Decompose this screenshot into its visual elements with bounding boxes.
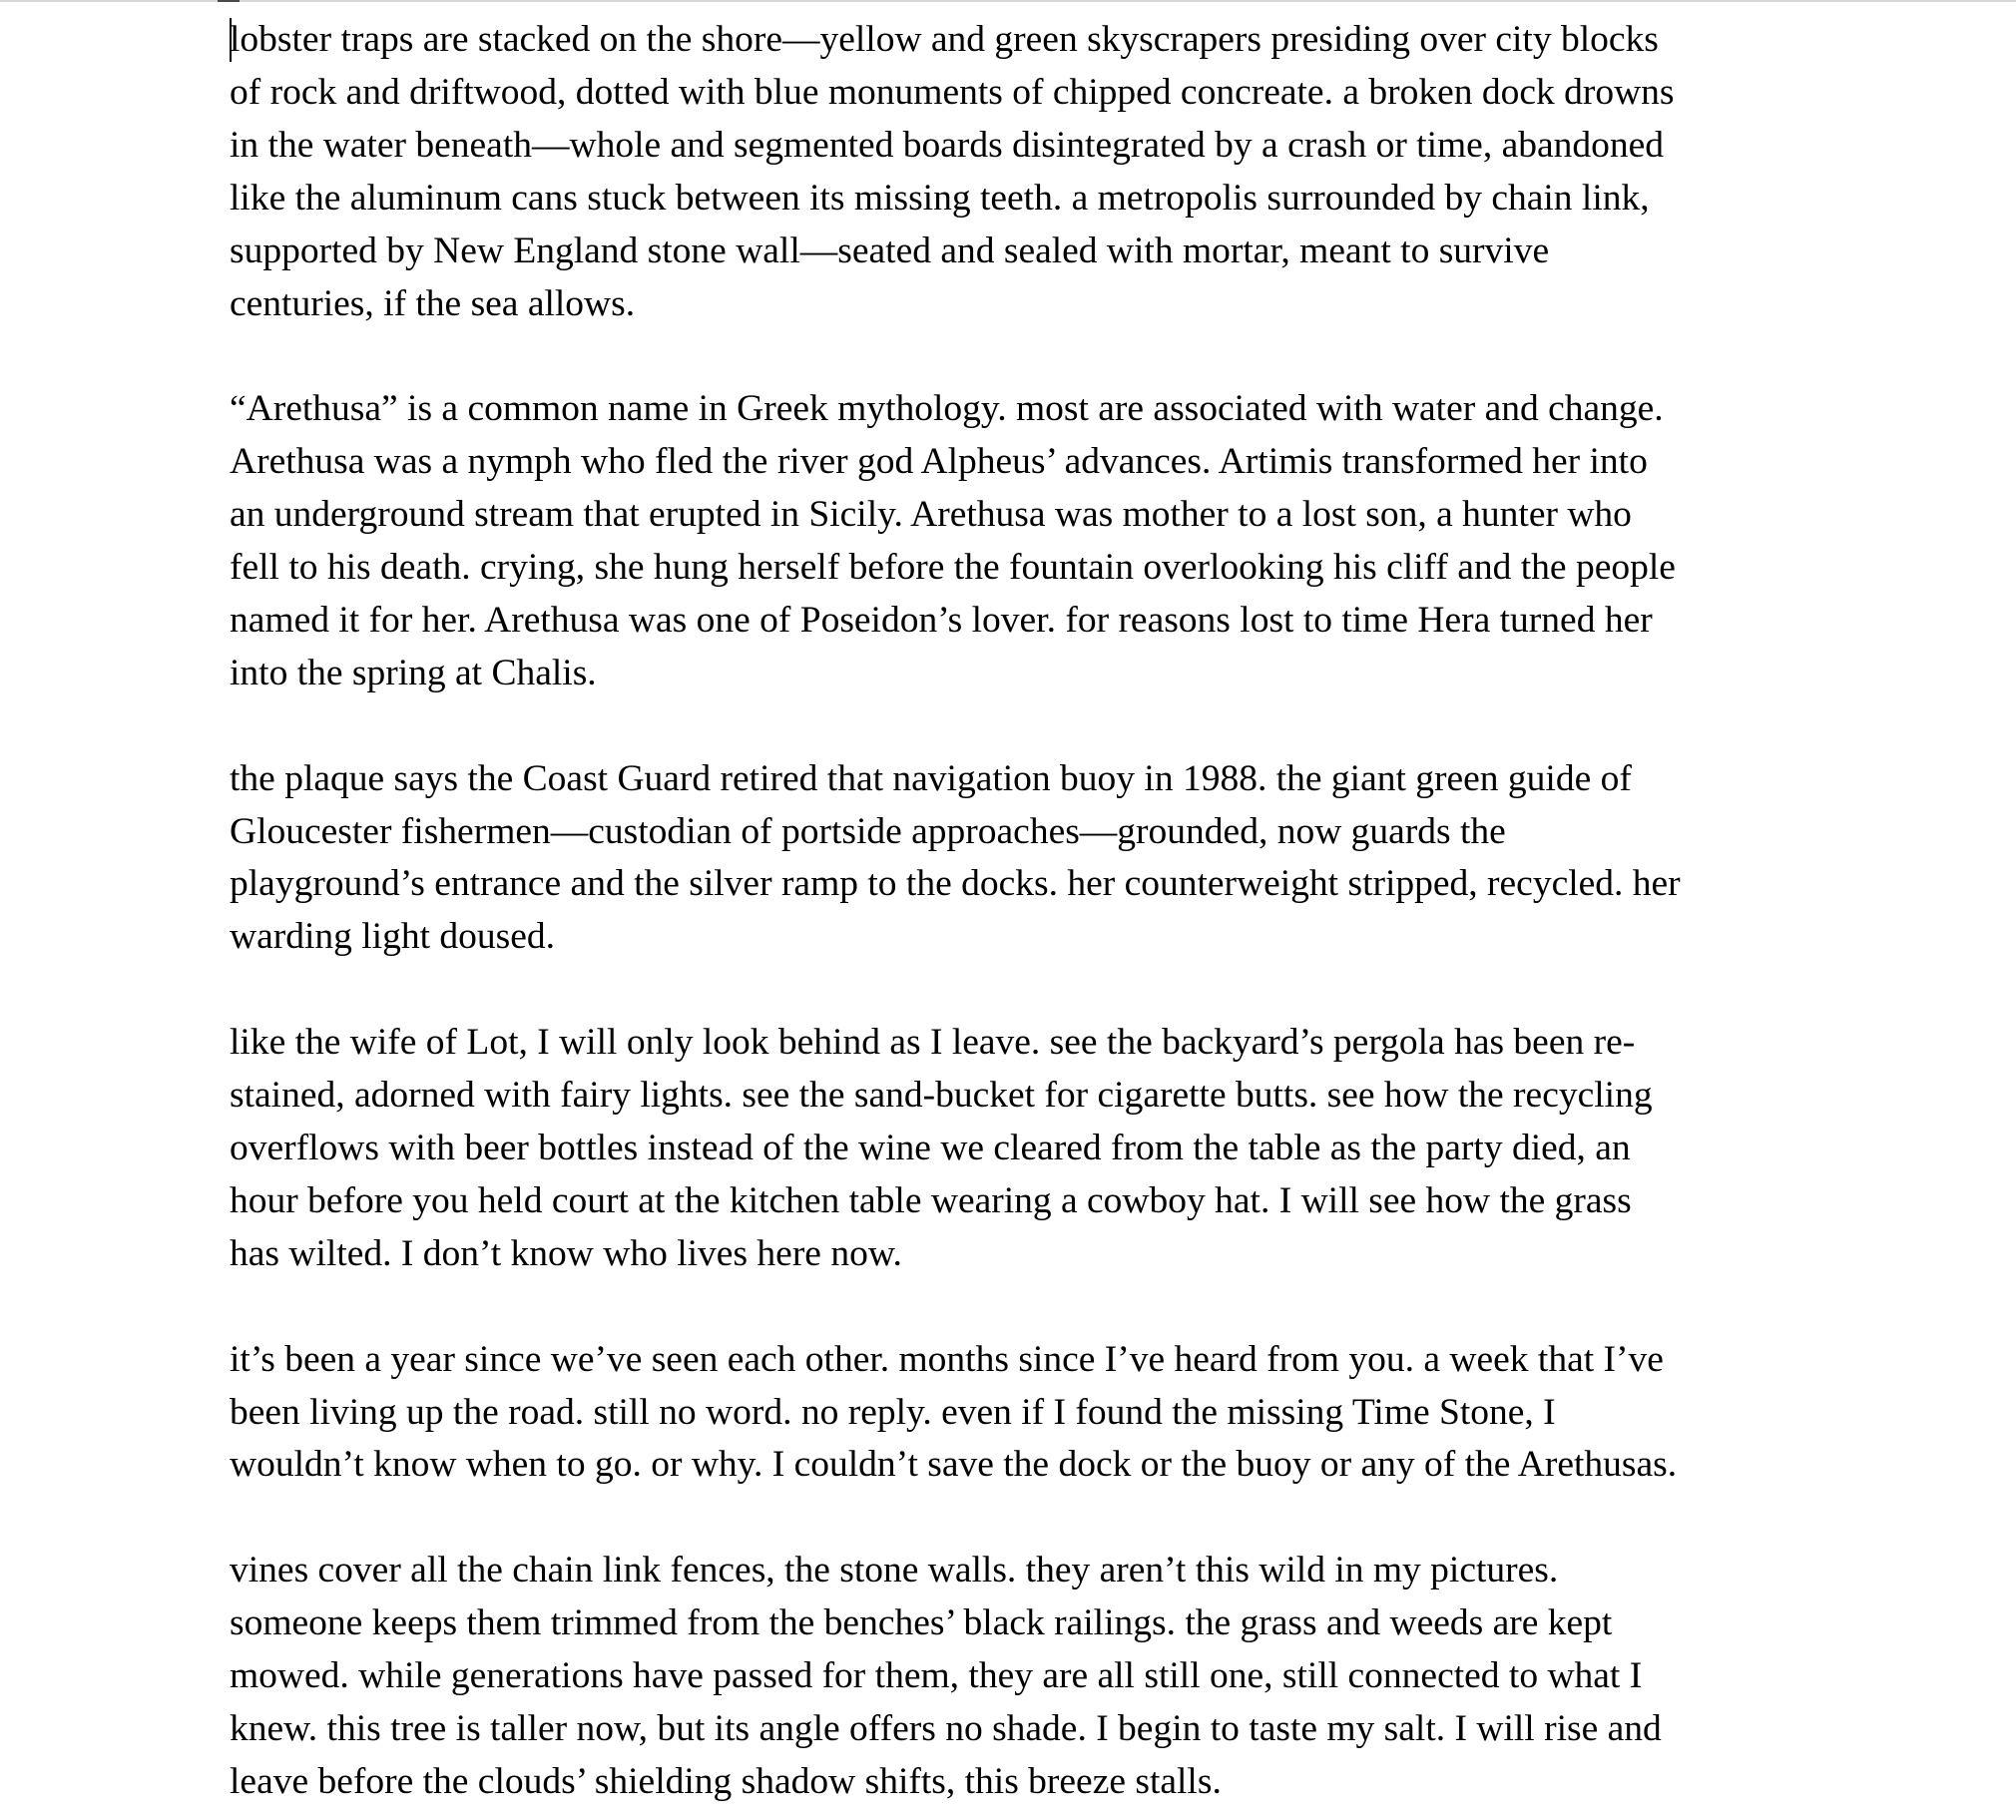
text-line: Gloucester fishermen—custodian of portside approaches—grounded, now guards the <box>230 810 1506 852</box>
text-line: in the water beneath—whole and segmented boards disintegrated by a crash or time, abandoned <box>230 124 1665 166</box>
text-line: warding light doused. <box>230 916 556 958</box>
text-line: it’s been a year since we’ve seen each other. months since I’ve heard from you. a week that I’ve <box>230 1338 1664 1380</box>
paragraph-5[interactable] <box>230 1334 1786 1493</box>
paragraph-2[interactable] <box>230 383 1786 699</box>
paragraph-4[interactable] <box>230 1017 1786 1281</box>
paragraph-1[interactable] <box>230 14 1786 330</box>
text-line: stained, adorned with fairy lights. see the sand-bucket for cigarette butts. see how the recycling <box>230 1075 1653 1117</box>
document-body[interactable] <box>230 14 1786 1809</box>
text-line: like the wife of Lot, I will only look behind as I leave. see the backyard’s pergola has been re- <box>230 1022 1636 1064</box>
top-ruler-line <box>0 0 2016 2</box>
paragraph-3[interactable] <box>230 753 1786 965</box>
text-line: has wilted. I don’t know who lives here now. <box>230 1232 902 1274</box>
text-line: Arethusa was a nymph who fled the river god Alpheus’ advances. Artimis transformed her into <box>230 441 1648 483</box>
text-line: someone keeps them trimmed from the benches’ black railings. the grass and weeds are kept <box>230 1602 1613 1644</box>
text-line: mowed. while generations have passed for them, they are all still one, still connected to what I <box>230 1655 1643 1697</box>
text-line: vines cover all the chain link fences, the stone walls. they aren’t this wild in my pictures. <box>230 1550 1559 1592</box>
text-line: lobster traps are stacked on the shore—yellow and green skyscrapers presiding over city blocks <box>230 19 1659 60</box>
ruler-indent-marker[interactable] <box>218 0 240 2</box>
text-line: of rock and driftwood, dotted with blue monuments of chipped concreate. a broken dock drowns <box>230 71 1675 113</box>
text-line: like the aluminum cans stuck between its missing teeth. a metropolis surrounded by chain link, <box>230 177 1650 219</box>
text-line: been living up the road. still no word. no reply. even if I found the missing Time Stone, I <box>230 1391 1556 1433</box>
text-line: fell to his death. crying, she hung herself before the fountain overlooking his cliff and the people <box>230 547 1676 589</box>
text-line: playground’s entrance and the silver ramp to the docks. her counterweight stripped, recycled. her <box>230 863 1681 905</box>
text-line: named it for her. Arethusa was one of Poseidon’s lover. for reasons lost to time Hera turned her <box>230 599 1653 641</box>
text-line: hour before you held court at the kitchen table wearing a cowboy hat. I will see how the grass <box>230 1179 1632 1221</box>
text-line: into the spring at Chalis. <box>230 652 597 693</box>
text-line: the plaque says the Coast Guard retired that navigation buoy in 1988. the giant green guide of <box>230 757 1632 799</box>
text-line: overflows with beer bottles instead of the wine we cleared from the table as the party died, an <box>230 1127 1631 1168</box>
paragraph-6[interactable] <box>230 1545 1786 1809</box>
text-line: an underground stream that erupted in Sicily. Arethusa was mother to a lost son, a hunter who <box>230 494 1632 536</box>
text-line: wouldn’t know when to go. or why. I couldn’t save the dock or the buoy or any of the Arethusas. <box>230 1444 1678 1486</box>
text-line: supported by New England stone wall—seated and sealed with mortar, meant to survive <box>230 229 1550 271</box>
text-line: “Arethusa” is a common name in Greek mythology. most are associated with water and change. <box>230 388 1664 430</box>
text-line: centuries, if the sea allows. <box>230 282 636 324</box>
text-line: knew. this tree is taller now, but its angle offers no shade. I begin to taste my salt. I will rise and <box>230 1707 1662 1749</box>
text-line: leave before the clouds’ shielding shadow shifts, this breeze stalls. <box>230 1760 1222 1802</box>
